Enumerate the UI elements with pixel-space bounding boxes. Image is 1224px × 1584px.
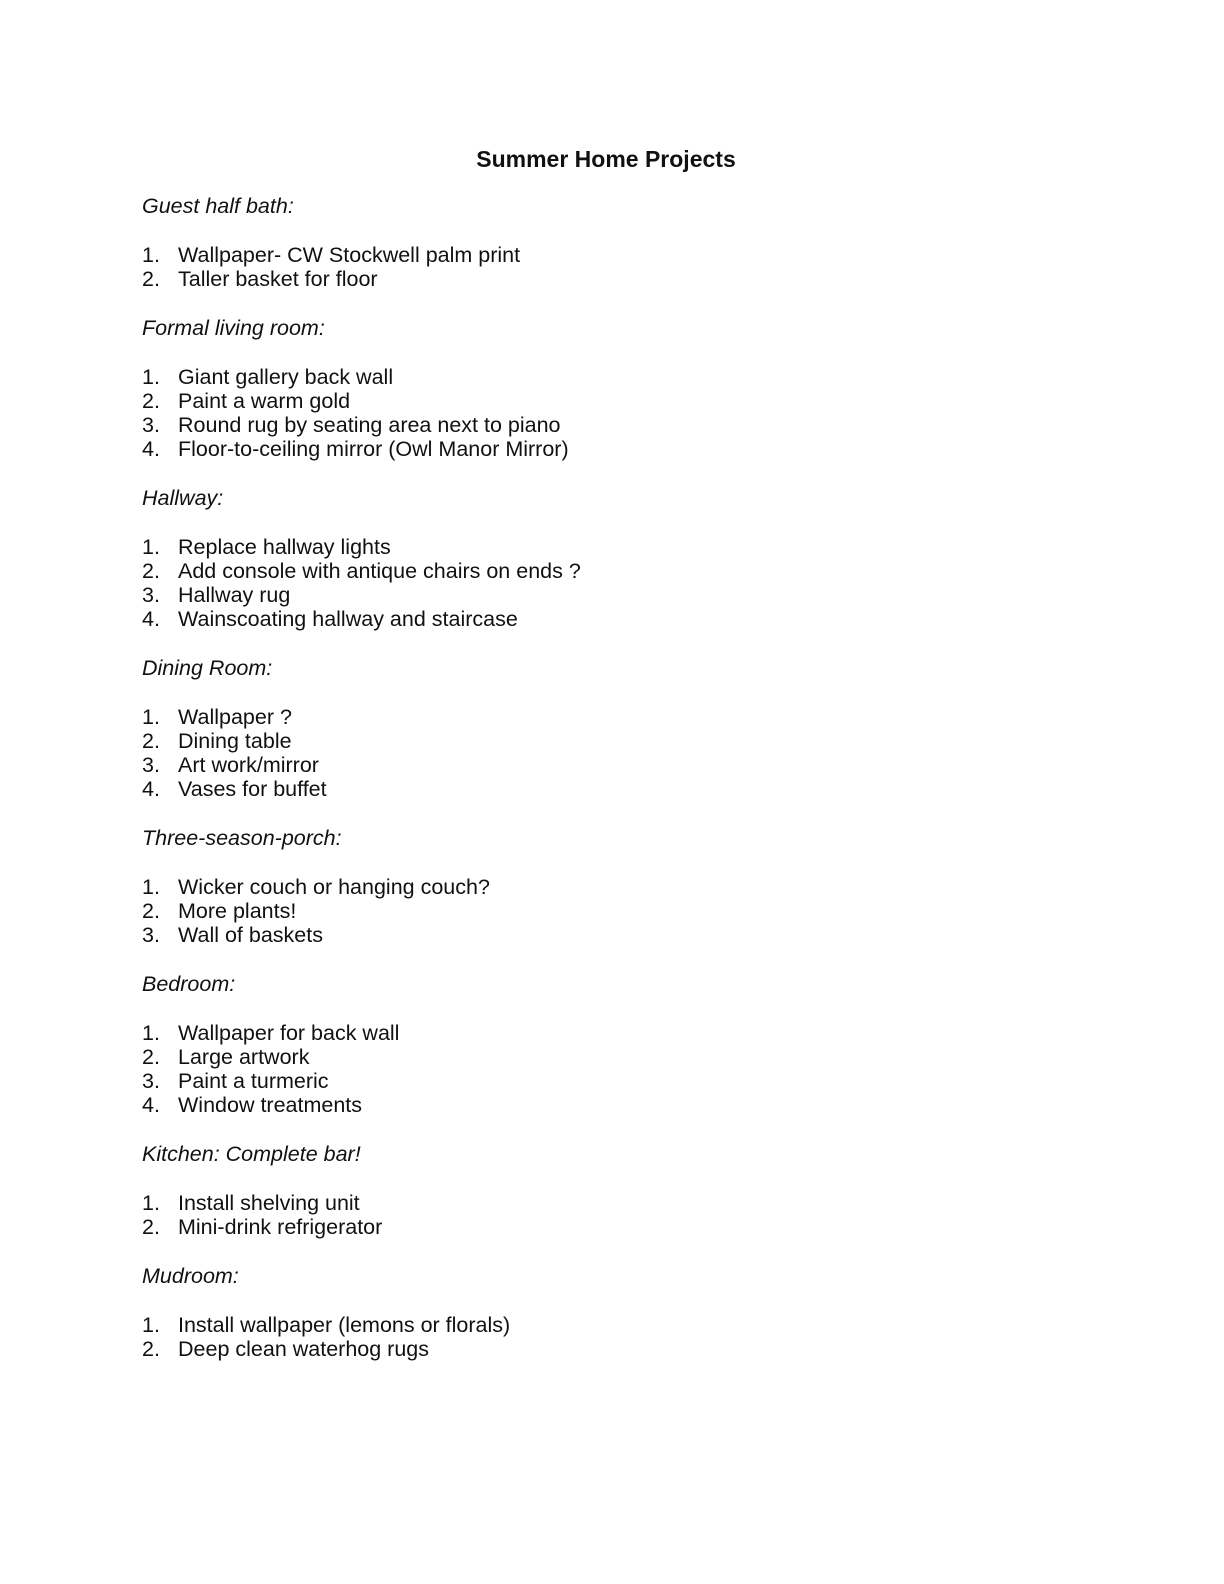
task-text: Install wallpaper (lemons or florals) [178,1313,511,1337]
task-item [142,1045,1142,1069]
task-number: 1. [142,1021,160,1045]
task-item [142,1021,1142,1045]
task-list [142,1313,1142,1361]
task-number: 1. [142,535,160,559]
task-list [142,705,1142,801]
section-heading: Three-season-porch: [142,826,342,850]
task-item [142,705,1142,729]
document-title: Summer Home Projects [476,146,736,172]
task-number: 3. [142,1069,160,1093]
task-text: Floor-to-ceiling mirror (Owl Manor Mirror) [178,437,569,461]
task-text: Window treatments [178,1093,363,1117]
task-text: Wainscoating hallway and staircase [178,607,518,631]
task-item [142,437,1142,461]
task-item [142,413,1142,437]
task-number: 1. [142,243,160,267]
task-text: Art work/mirror [178,753,319,777]
task-text: More plants! [178,899,297,923]
task-text: Deep clean waterhog rugs [178,1337,429,1361]
task-number: 2. [142,729,160,753]
task-item [142,729,1142,753]
task-list [142,535,1142,631]
section-heading: Mudroom: [142,1264,239,1288]
task-number: 1. [142,1313,160,1337]
task-text: Wallpaper- CW Stockwell palm print [178,243,521,267]
task-item [142,753,1142,777]
task-item [142,899,1142,923]
task-text: Taller basket for floor [178,267,378,291]
project-section [142,316,1142,461]
task-list [142,1021,1142,1117]
task-text: Paint a warm gold [178,389,351,413]
task-number: 2. [142,389,160,413]
task-list [142,243,1142,291]
task-list [142,365,1142,461]
task-text: Wallpaper for back wall [178,1021,400,1045]
task-item [142,389,1142,413]
task-number: 4. [142,437,160,461]
task-text: Giant gallery back wall [178,365,394,389]
task-item [142,777,1142,801]
task-text: Hallway rug [178,583,291,607]
task-item [142,607,1142,631]
task-item [142,923,1142,947]
task-item [142,583,1142,607]
task-number: 3. [142,583,160,607]
task-item [142,1313,1142,1337]
task-number: 1. [142,875,160,899]
task-item [142,535,1142,559]
section-heading: Hallway: [142,486,224,510]
task-number: 1. [142,705,160,729]
project-section [142,486,1142,631]
section-heading: Guest half bath: [142,194,294,218]
task-item [142,1337,1142,1361]
section-heading: Kitchen: Complete bar! [142,1142,361,1166]
document-content [142,194,1142,1386]
task-number: 4. [142,1093,160,1117]
task-text: Wallpaper ? [178,705,292,729]
task-item [142,1191,1142,1215]
task-number: 2. [142,899,160,923]
project-section [142,194,1142,291]
task-number: 4. [142,777,160,801]
task-number: 3. [142,413,160,437]
task-item [142,559,1142,583]
task-number: 2. [142,559,160,583]
section-heading: Dining Room: [142,656,273,680]
task-text: Dining table [178,729,292,753]
task-number: 2. [142,1045,160,1069]
task-text: Install shelving unit [178,1191,360,1215]
project-section [142,826,1142,947]
task-number: 3. [142,923,160,947]
task-item [142,267,1142,291]
task-number: 1. [142,365,160,389]
task-list [142,875,1142,947]
task-item [142,365,1142,389]
task-text: Replace hallway lights [178,535,391,559]
task-text: Round rug by seating area next to piano [178,413,561,437]
task-text: Vases for buffet [178,777,327,801]
task-text: Wall of baskets [178,923,323,947]
task-item [142,1069,1142,1093]
task-item [142,875,1142,899]
task-item [142,1215,1142,1239]
project-section [142,972,1142,1117]
task-list [142,1191,1142,1239]
project-section [142,656,1142,801]
task-item [142,243,1142,267]
task-text: Add console with antique chairs on ends ? [178,559,581,583]
task-text: Large artwork [178,1045,310,1069]
section-heading: Bedroom: [142,972,236,996]
project-section [142,1264,1142,1361]
task-text: Wicker couch or hanging couch? [178,875,490,899]
task-number: 4. [142,607,160,631]
section-heading: Formal living room: [142,316,325,340]
task-number: 2. [142,267,160,291]
task-item [142,1093,1142,1117]
task-number: 2. [142,1337,160,1361]
task-number: 3. [142,753,160,777]
task-text: Mini-drink refrigerator [178,1215,383,1239]
project-section [142,1142,1142,1239]
task-number: 1. [142,1191,160,1215]
task-text: Paint a turmeric [178,1069,329,1093]
task-number: 2. [142,1215,160,1239]
